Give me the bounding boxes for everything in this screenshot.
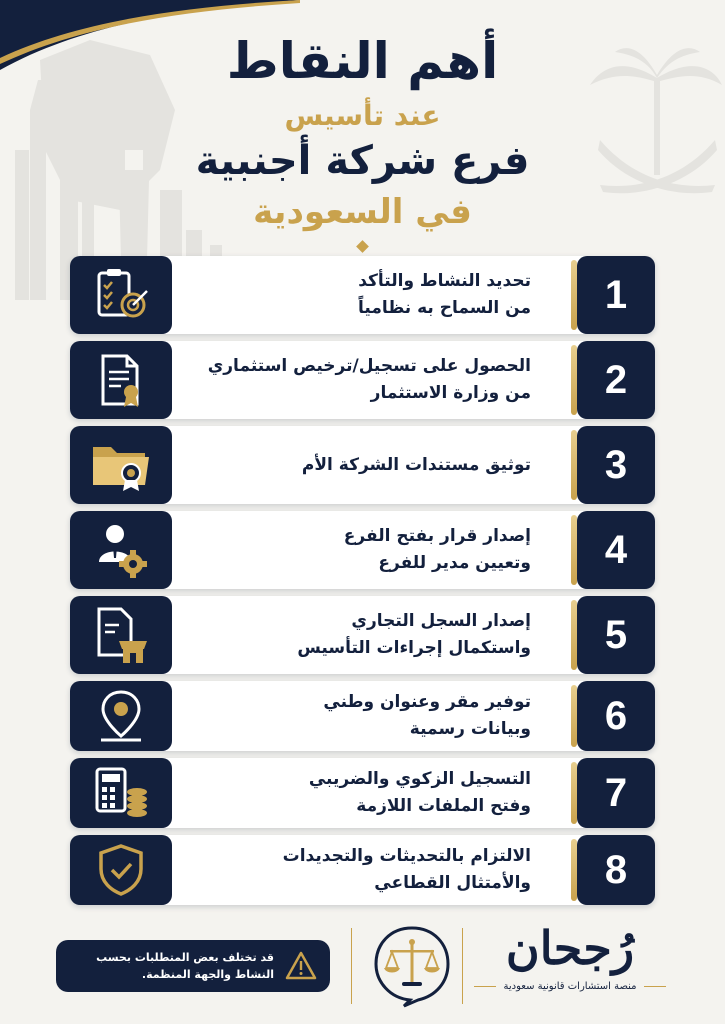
step-number: 7 xyxy=(577,758,655,828)
certificate-document-icon xyxy=(70,341,172,419)
document-shop-icon xyxy=(70,596,172,674)
step-card xyxy=(70,758,655,828)
page-subtitle: عند تأسيس xyxy=(284,99,441,132)
step-text-line2: من السماح به نظامياً xyxy=(358,298,531,318)
step-text-line1: تحديد النشاط والتأكد xyxy=(358,271,531,291)
page-title-location: في السعودية xyxy=(253,192,472,232)
checklist-target-icon xyxy=(70,256,172,334)
step-text-line2: وفتح الملفات اللازمة xyxy=(356,796,531,816)
step-card xyxy=(70,835,655,905)
footer-divider xyxy=(462,928,463,1004)
step-text-line2: وتعيين مدير للفرع xyxy=(378,553,531,573)
folder-seal-icon xyxy=(70,426,172,504)
location-pin-icon xyxy=(70,681,172,751)
step-text-line1: الحصول على تسجيل/ترخيص استثماري xyxy=(207,356,531,376)
step-card xyxy=(70,256,655,334)
step-number: 4 xyxy=(577,511,655,589)
step-text-line2: والأمتثال القطاعي xyxy=(374,873,531,893)
steps-list xyxy=(70,256,655,912)
step-number: 5 xyxy=(577,596,655,674)
step-text-line1: إصدار قرار بفتح الفرع xyxy=(343,526,531,546)
step-text-line1: الالتزام بالتحديثات والتجديدات xyxy=(282,846,531,866)
step-number: 2 xyxy=(577,341,655,419)
step-number: 6 xyxy=(577,681,655,751)
step-number: 1 xyxy=(577,256,655,334)
warning-icon xyxy=(284,949,318,983)
scales-of-justice-logo xyxy=(370,924,454,1008)
brand-name: رُجحان xyxy=(505,921,635,975)
step-text-line2: من وزارة الاستثمار xyxy=(370,383,531,403)
step-card xyxy=(70,681,655,751)
step-text-line1: إصدار السجل التجاري xyxy=(351,611,531,631)
shield-check-icon xyxy=(70,835,172,905)
step-text-line2: واستكمال إجراءات التأسيس xyxy=(297,638,531,658)
step-text-line2: وبيانات رسمية xyxy=(409,719,531,739)
page-title: أهم النقاط xyxy=(226,32,499,90)
step-text-line1: توفير مقر وعنوان وطني xyxy=(323,692,531,712)
calculator-coins-icon xyxy=(70,758,172,828)
step-number: 3 xyxy=(577,426,655,504)
step-text-line1: توثيق مستندات الشركة الأم xyxy=(301,454,531,475)
step-card xyxy=(70,426,655,504)
header xyxy=(0,30,725,234)
manager-gear-icon xyxy=(70,511,172,589)
step-card xyxy=(70,596,655,674)
step-text-line1: التسجيل الزكوي والضريبي xyxy=(308,769,531,789)
disclaimer-line2: النشاط والجهة المنظمة. xyxy=(141,968,274,981)
footer-divider xyxy=(351,928,352,1004)
step-card xyxy=(70,511,655,589)
disclaimer-note xyxy=(56,940,330,992)
brand-logo xyxy=(470,918,670,994)
step-number: 8 xyxy=(577,835,655,905)
page-title-secondary: فرع شركة أجنبية xyxy=(195,138,530,184)
disclaimer-line1: قد تختلف بعض المتطلبات بحسب xyxy=(96,951,274,964)
step-card xyxy=(70,341,655,419)
brand-tagline: منصة استشارات قانونية سعودية xyxy=(503,981,637,992)
